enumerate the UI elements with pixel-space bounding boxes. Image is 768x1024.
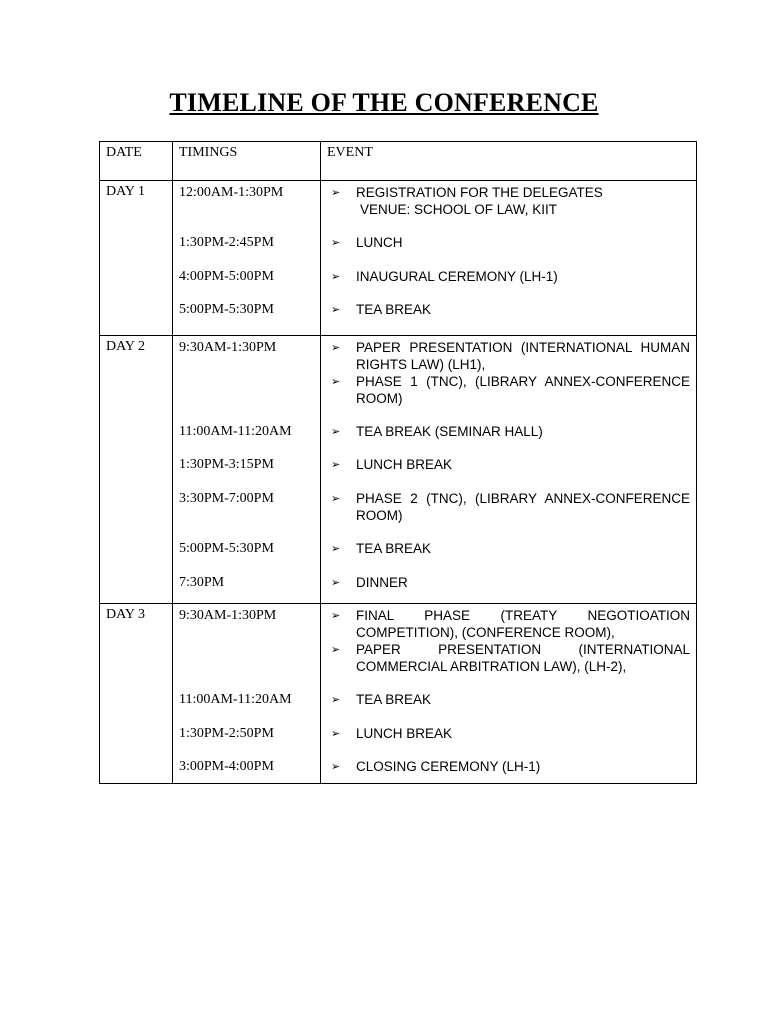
timeline-table [99, 141, 697, 784]
event-item: ➢ LUNCH [321, 234, 690, 251]
event-item: ➢ TEA BREAK [321, 301, 690, 318]
table-row [100, 604, 697, 784]
day-label: DAY 3 [106, 607, 146, 622]
arrow-bullet-icon: ➢ [331, 543, 341, 555]
event-item: ➢ INAUGURAL CEREMONY (LH-1) [321, 268, 690, 285]
time-slot: 12:00AM-1:30PM [179, 185, 284, 200]
header-event: EVENT [327, 145, 373, 160]
arrow-bullet-icon: ➢ [331, 376, 341, 388]
time-slot: 1:30PM-2:50PM [179, 726, 274, 741]
arrow-bullet-icon: ➢ [331, 237, 341, 249]
time-slot: 1:30PM-2:45PM [179, 235, 274, 250]
event-item: ➢ TEA BREAK [321, 540, 690, 557]
arrow-bullet-icon: ➢ [331, 271, 341, 283]
table-row [100, 181, 697, 336]
time-slot: 1:30PM-3:15PM [179, 457, 274, 472]
arrow-bullet-icon: ➢ [331, 459, 341, 471]
event-item: ➢ PHASE 1 (TNC), (LIBRARY ANNEX-CONFERENCE ROOM) [321, 373, 690, 407]
arrow-bullet-icon: ➢ [331, 644, 341, 656]
arrow-bullet-icon: ➢ [331, 577, 341, 589]
arrow-bullet-icon: ➢ [331, 694, 341, 706]
event-item: ➢ PHASE 2 (TNC), (LIBRARY ANNEX-CONFERENCE ROOM) [321, 490, 690, 524]
event-venue: VENUE: SCHOOL OF LAW, KIIT [360, 202, 558, 217]
time-slot: 5:00PM-5:30PM [179, 541, 274, 556]
event-item: ➢ DINNER [321, 574, 690, 591]
header-date: DATE [106, 145, 142, 160]
arrow-bullet-icon: ➢ [331, 426, 341, 438]
header-timings: TIMINGS [179, 145, 238, 160]
time-slot: 11:00AM-11:20AM [179, 424, 292, 439]
day-label: DAY 2 [106, 339, 146, 354]
table-row [100, 336, 697, 604]
event-item: ➢ FINAL PHASE (TREATY NEGOTIOATION COMPETITION), (CONFERENCE ROOM), [321, 607, 690, 641]
table-header-row [100, 142, 697, 181]
arrow-bullet-icon: ➢ [331, 493, 341, 505]
time-slot: 3:30PM-7:00PM [179, 491, 274, 506]
time-slot: 3:00PM-4:00PM [179, 759, 274, 774]
event-item: ➢ PAPER PRESENTATION (INTERNATIONAL HUMAN RIGHTS LAW) (LH1), [321, 339, 690, 373]
event-item: ➢ LUNCH BREAK [321, 456, 690, 473]
time-slot: 7:30PM [179, 575, 225, 590]
event-item: ➢ PAPER PRESENTATION (INTERNATIONAL COMMERCIAL ARBITRATION LAW), (LH-2), [321, 641, 690, 675]
event-item: ➢ REGISTRATION FOR THE DELEGATES [321, 184, 690, 201]
arrow-bullet-icon: ➢ [331, 342, 341, 354]
event-item: ➢ TEA BREAK [321, 691, 690, 708]
arrow-bullet-icon: ➢ [331, 187, 341, 199]
time-slot: 5:00PM-5:30PM [179, 302, 274, 317]
arrow-bullet-icon: ➢ [331, 610, 341, 622]
event-item: ➢ CLOSING CEREMONY (LH-1) [321, 758, 690, 775]
time-slot: 9:30AM-1:30PM [179, 608, 277, 623]
time-slot: 9:30AM-1:30PM [179, 340, 277, 355]
arrow-bullet-icon: ➢ [331, 728, 341, 740]
day-label: DAY 1 [106, 184, 146, 199]
event-item: ➢ LUNCH BREAK [321, 725, 690, 742]
event-item: ➢ TEA BREAK (SEMINAR HALL) [321, 423, 690, 440]
time-slot: 4:00PM-5:00PM [179, 269, 274, 284]
page-title: TIMELINE OF THE CONFERENCE [169, 88, 599, 117]
arrow-bullet-icon: ➢ [331, 304, 341, 316]
arrow-bullet-icon: ➢ [331, 761, 341, 773]
time-slot: 11:00AM-11:20AM [179, 692, 292, 707]
